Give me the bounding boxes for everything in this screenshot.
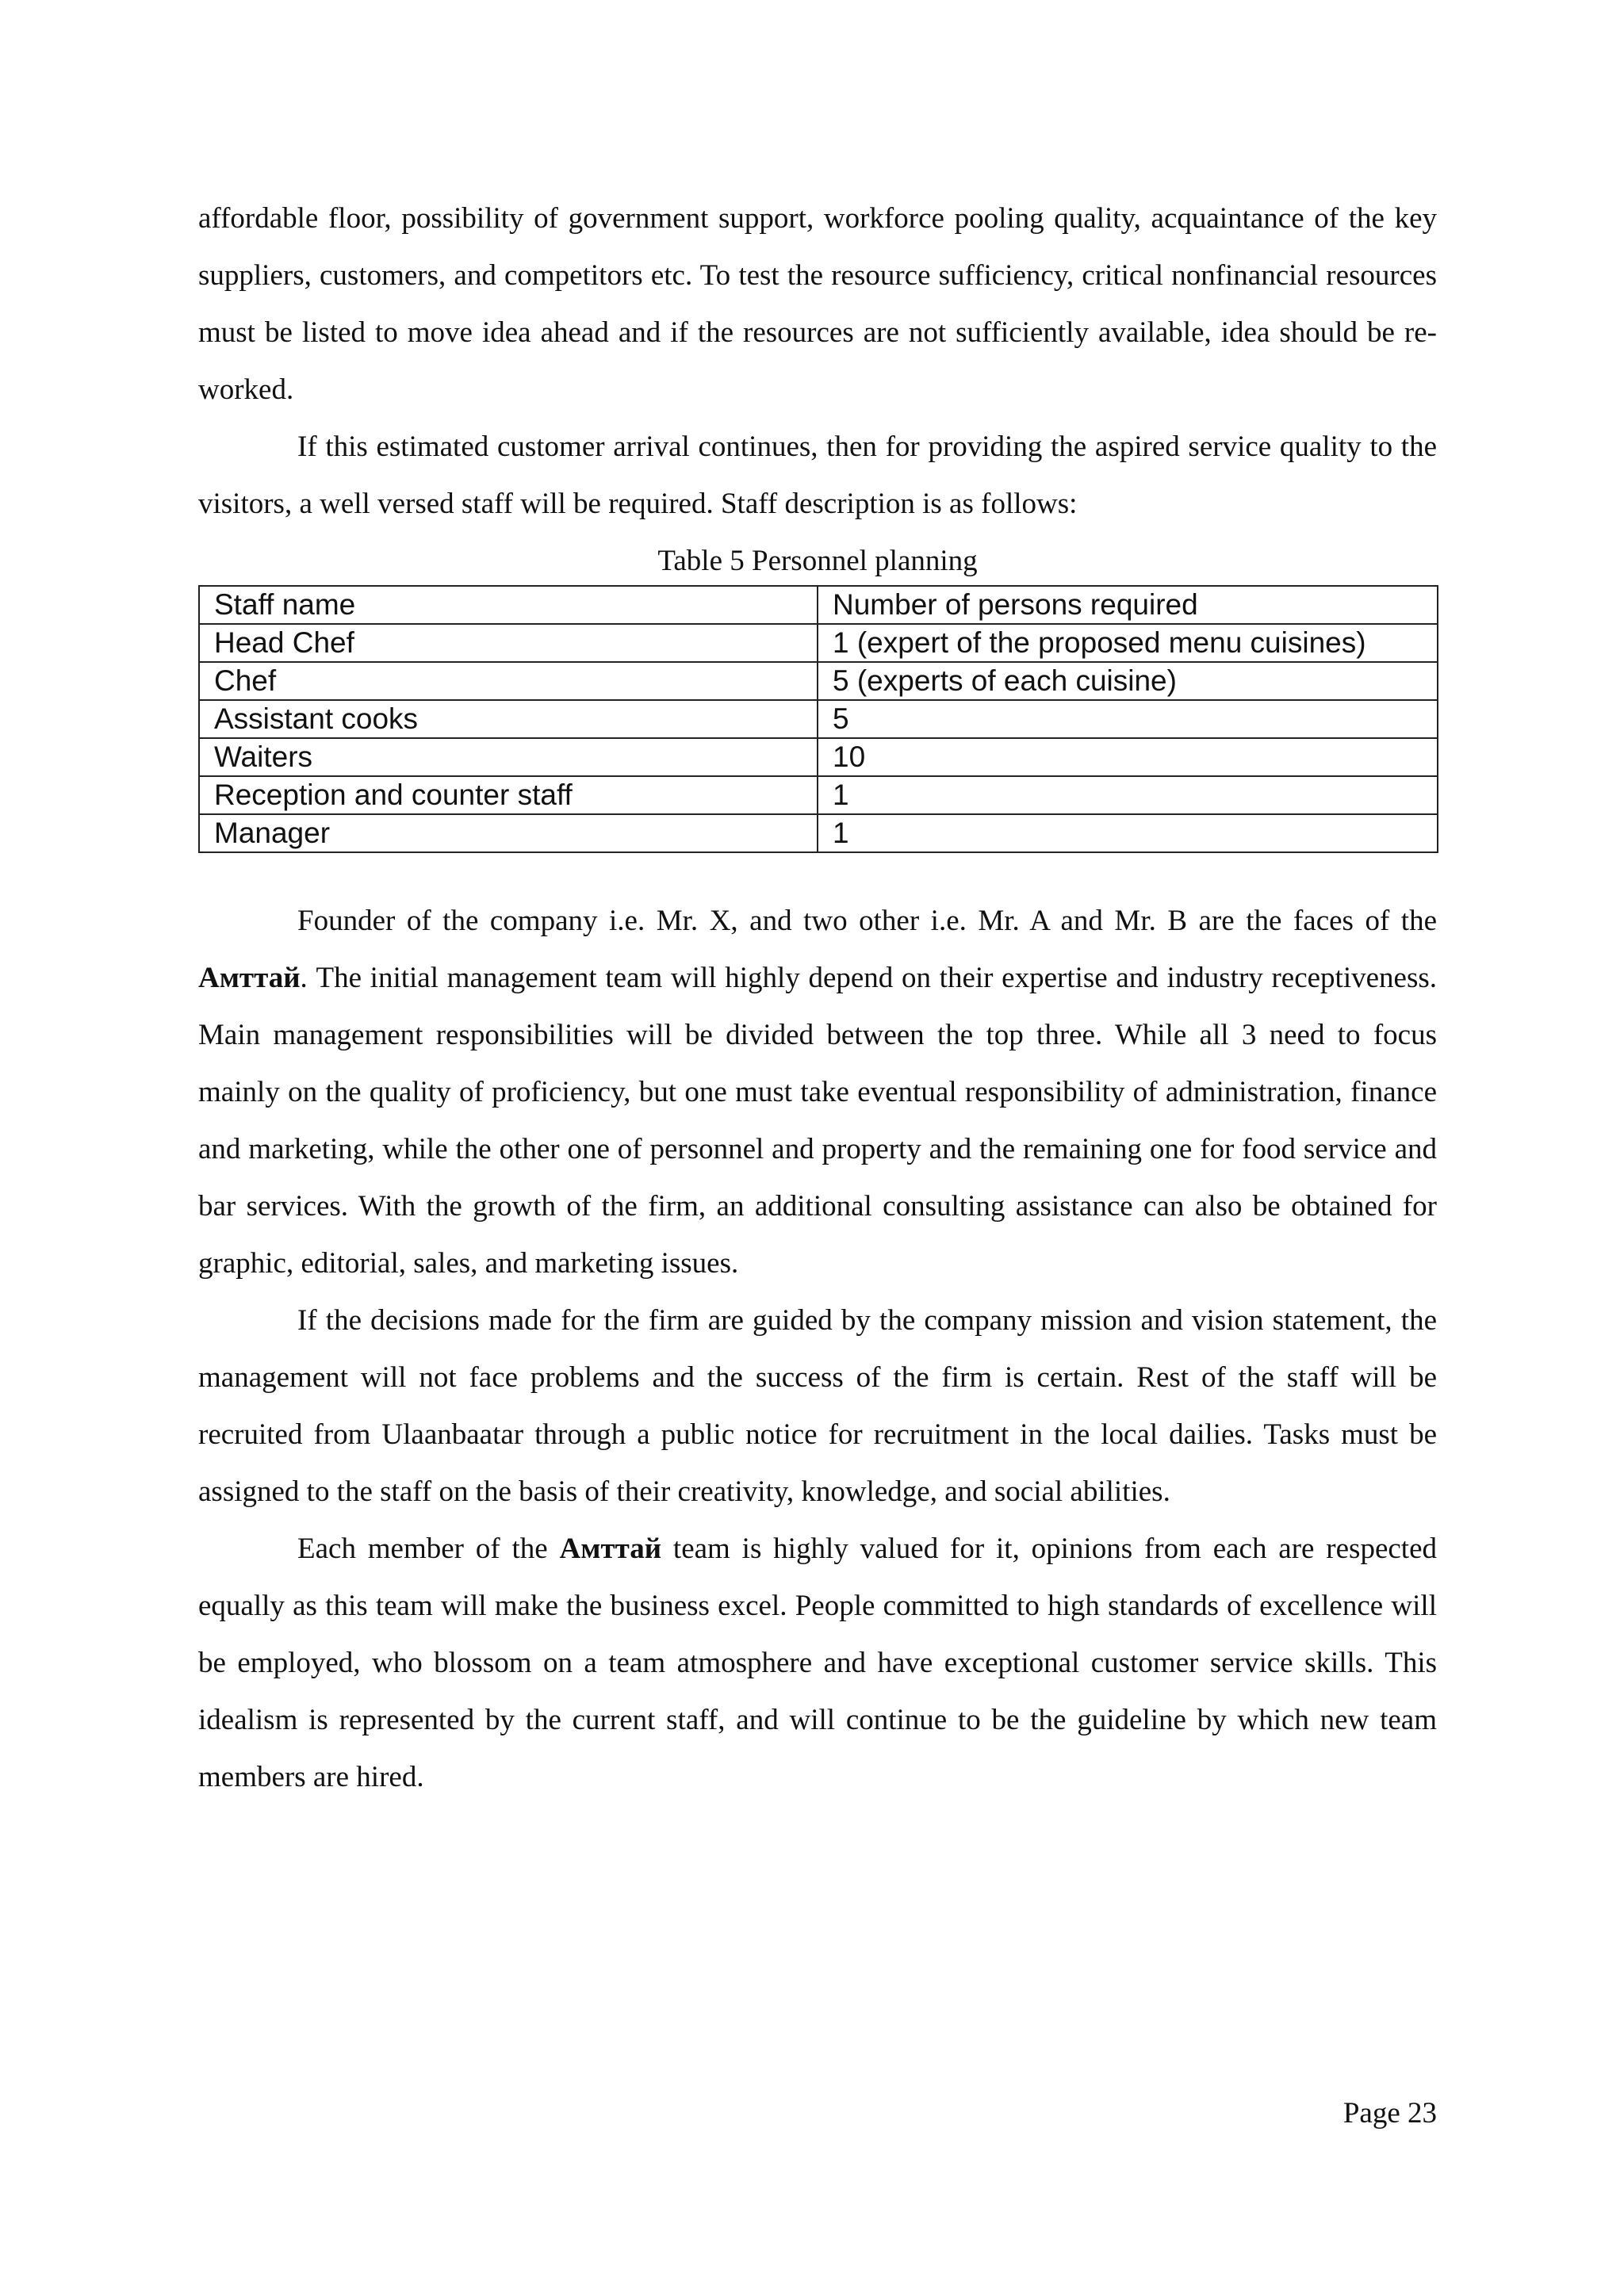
table-row — [199, 662, 1438, 700]
paragraph-staff-intro: If this estimated customer arrival continues, then for providing the aspired service quality to the visitors, a well versed staff will be required. Staff description is as follows: — [198, 430, 1437, 520]
brand-name: Амттай — [559, 1533, 662, 1565]
paragraph-recruitment: If the decisions made for the firm are guided by the company mission and vision statement, the management will not face problems and the success of the firm is certain. Rest of the staff will be recruited from Ulaanbaatar through a public notice for recruitment in the local dailies. Tasks must be assigned to the staff on the basis of their creativity, knowledge, and social abilities. — [198, 1304, 1437, 1508]
paragraph-text: Founder of the company i.e. Mr. X, and two other i.e. Mr. A and Mr. B are the faces of the — [297, 905, 1437, 937]
table-header-cell: Staff name — [199, 586, 818, 624]
paragraph-team-values — [198, 1521, 1437, 1806]
table-row — [199, 700, 1438, 738]
table-caption: Table 5 Personnel planning — [657, 545, 978, 577]
table-cell: Waiters — [199, 738, 818, 776]
table-cell: 1 — [818, 814, 1438, 852]
table-cell: Assistant cooks — [199, 700, 818, 738]
table-cell: 10 — [818, 738, 1438, 776]
table-cell: 1 (expert of the proposed menu cuisines) — [818, 624, 1438, 662]
table-header-row — [199, 586, 1438, 624]
table-header-cell: Number of persons required — [818, 586, 1438, 624]
table-row — [199, 776, 1438, 814]
brand-name: Амттай — [198, 962, 301, 994]
table-row — [199, 814, 1438, 852]
paragraph-resources: affordable floor, possibility of government support, workforce pooling quality, acquaintance of the key suppliers, customers, and competitors etc. To test the resource sufficiency, critical nonfinancial resources must be listed to move idea ahead and if the resources are not sufficiently available, idea should be re-worked. — [198, 202, 1437, 406]
table-row — [199, 624, 1438, 662]
table-cell: Manager — [199, 814, 818, 852]
paragraph-text: Each member of the — [297, 1533, 560, 1565]
table-cell: Reception and counter staff — [199, 776, 818, 814]
personnel-table — [198, 585, 1438, 853]
page-number: Page 23 — [1342, 2097, 1437, 2130]
page-content — [198, 190, 1437, 1806]
table-row — [199, 738, 1438, 776]
paragraph-text: team is highly valued for it, opinions from each are respected equally as this team will make the business excel. People committed to high standards of excellence will be employed, who blossom on a team atmosphere and have exceptional customer service skills. This idealism is represented by the current staff, and will continue to be the guideline by which new team members are hired. — [198, 1533, 1437, 1793]
table-cell: 5 (experts of each cuisine) — [818, 662, 1438, 700]
paragraph-management-team — [198, 893, 1437, 1292]
paragraph-text: . The initial management team will highly depend on their expertise and industry receptiveness. Main management responsibilities will be divided between the top three. While all 3 need to focus mainly on the quality of proficiency, but one must take eventual responsibility of administration, finance and marketing, while the other one of personnel and property and the remaining one for food service and bar services. With the growth of the firm, an additional consulting assistance can also be obtained for graphic, editorial, sales, and marketing issues. — [198, 962, 1437, 1280]
table-cell: Chef — [199, 662, 818, 700]
table-cell: 1 — [818, 776, 1438, 814]
table-cell: Head Chef — [199, 624, 818, 662]
table-cell: 5 — [818, 700, 1438, 738]
